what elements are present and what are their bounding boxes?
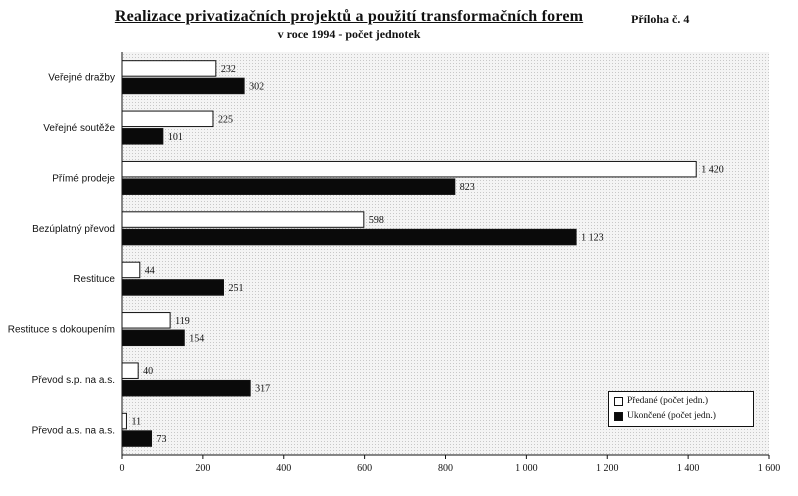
category-label: Převod s.p. na a.s. [31, 374, 115, 386]
bar-ukoncene [122, 431, 152, 447]
x-tick-label: 200 [195, 463, 211, 474]
bar-ukoncene [122, 179, 455, 195]
x-tick-label: 400 [276, 463, 292, 474]
category-label: Restituce [73, 274, 115, 286]
x-tick-label: 1 200 [596, 463, 619, 474]
x-tick-label: 0 [119, 463, 125, 474]
appendix-label: Příloha č. 4 [631, 12, 690, 26]
data-label-predane: 40 [143, 366, 154, 378]
bar-ukoncene [122, 129, 163, 145]
data-label-ukoncene: 251 [228, 282, 244, 294]
category-label: Přímé prodeje [52, 173, 115, 185]
category-label: Restituce s dokoupením [7, 324, 115, 336]
data-label-predane: 1 420 [701, 164, 724, 176]
x-tick-label: 1 600 [757, 463, 781, 474]
category-label: Bezúplatný převod [32, 223, 115, 235]
data-label-predane: 11 [131, 416, 142, 428]
bar-predane [122, 413, 126, 429]
legend-label-predane: Předané (počet jedn.) [627, 396, 708, 406]
bar-predane [122, 313, 170, 329]
bar-ukoncene [122, 330, 184, 346]
bar-predane [122, 363, 138, 379]
category-label: Veřejné soutěže [43, 123, 115, 135]
x-tick-label: 600 [357, 463, 373, 474]
data-label-ukoncene: 823 [459, 182, 475, 194]
chart-subtitle: v roce 1994 - počet jednotek [277, 27, 421, 41]
bar-predane [122, 111, 213, 127]
legend-item-ukoncene [614, 411, 716, 421]
bar-ukoncene [122, 280, 223, 296]
bar-ukoncene [122, 229, 576, 245]
legend [608, 391, 754, 427]
data-label-ukoncene: 302 [249, 81, 265, 93]
bar-ukoncene [122, 380, 250, 396]
data-label-predane: 44 [144, 265, 155, 277]
legend-label-ukoncene: Ukončené (počet jedn.) [627, 411, 716, 421]
x-tick-label: 1 000 [515, 463, 538, 474]
bar-ukoncene [122, 78, 244, 94]
category-label: Veřejné dražby [48, 72, 115, 84]
legend-swatch-predane [614, 397, 623, 406]
data-label-ukoncene: 101 [167, 131, 183, 143]
bar-predane [122, 61, 216, 77]
category-label: Převod a.s. na a.s. [31, 425, 115, 437]
data-label-ukoncene: 1 123 [581, 232, 604, 244]
chart-title: Realizace privatizačních projektů a použití transformačních forem [114, 8, 584, 25]
data-label-predane: 225 [217, 114, 233, 126]
x-tick-label: 1 400 [676, 463, 700, 474]
legend-swatch-ukoncene [614, 412, 623, 421]
bar-predane [122, 161, 696, 177]
x-tick-label: 800 [438, 463, 453, 474]
data-label-ukoncene: 154 [189, 333, 205, 345]
data-label-predane: 598 [368, 215, 384, 227]
data-label-ukoncene: 73 [156, 434, 167, 446]
bar-predane [122, 212, 364, 228]
data-label-predane: 232 [220, 63, 236, 75]
data-label-predane: 119 [175, 315, 190, 327]
data-label-ukoncene: 317 [255, 383, 271, 395]
legend-item-predane [614, 396, 708, 406]
bar-predane [122, 262, 140, 278]
